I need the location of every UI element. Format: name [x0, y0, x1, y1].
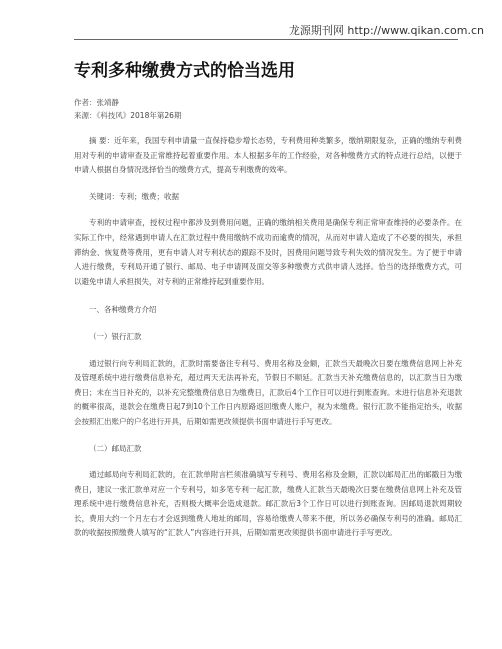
subsection-heading-post: （二）邮局汇款 [89, 443, 142, 453]
source-line: 来源：《科技风》2018年第26期 [74, 111, 182, 120]
header-divider [74, 39, 458, 40]
bank-transfer-paragraph: 通过银行向专利局汇款的，汇款时需要备注专利号、费用名称及金额，汇款当天最晚次日要在缴费信息网上补充及管理系统中进行缴费信息补充，超过两天无法再补充，节假日不顺延。汇款当天补充缴费信息的，以汇款当日为缴费日；未在当日补充的，以补充完整缴费信息日为缴费日，汇款后4个工作日可以进行到账查询。未进行信息补充退款的概率很高，退款会在缴费日起7到10个工作日内原路返回缴费人账户，视为未缴费。银行汇款不能指定抬头，收据会按照汇出账户的户名进行开具，后期如需更改须提供书面申请进行手写更改。 [74, 358, 462, 426]
post-transfer-paragraph: 通过邮局向专利局汇款的，在汇款单附言栏须准确填写专利号、费用名称及金额，汇款以邮局汇出的邮戳日为缴费日，建议一张汇款单对应一个专利号，如多笔专利一起汇款，缴费人汇款当天最晚次日要在缴费信息网上补充及管理系统中进行缴费信息补充，否则极大概率会造成退款。邮汇款后3个工作日可以进行到账查询。因邮局退款周期较长，费用大约一个月左右才会返到缴费人地址的邮局，容易给缴费人带来不便，所以务必确保专利号的准确。邮局汇款的收据按照缴费人填写的“汇款人”内容进行开具，后期如需更改须提供书面申请进行手写更改。 [74, 470, 462, 538]
author-line: 作者：张靖静 [74, 98, 119, 107]
abstract-paragraph: 摘 要：近年来，我国专利申请量一直保持稳步增长态势，专利费用种类繁多，缴纳期限复杂，正确的缴纳专利费用对专利的申请审查及正常维持起着重要作用。本人根据多年的工作经验，对各种缴费方式的特点进行总结，以便于申请人根据自身情况选择恰当的缴费方式，提高专利缴费的效率。 [74, 136, 462, 175]
site-header-text: 龙源期刊网 http://www.qikan.com.cn [288, 24, 484, 37]
keywords-line: 关键词：专利；缴费；收据 [89, 191, 179, 201]
article-body [74, 60, 462, 541]
subsection-heading-bank: （一）银行汇款 [89, 331, 142, 341]
section-heading: 一、各种缴费方介绍 [89, 305, 157, 315]
article-title: 专利多种缴费方式的恰当选用 [74, 61, 295, 81]
intro-paragraph: 专利的申请审查，授权过程中都涉及到费用问题，正确的缴纳相关费用是确保专利正常审查维持的必要条件。在实际工作中，经常遇到申请人在汇款过程中费用缴纳不成功而逾费的情况，从而对申请人造成了不必要的损失，承担滞纳金、恢复费等费用，更有申请人对专利状态的跟踪不及时，因费用问题导致专利失效的情况发生。为了便于申请人进行缴费，专利局开通了银行、邮局、电子申请网及面交等多种缴费方式供申请人选择。恰当的选择缴费方式，可以避免申请人承担损失，对专利的正常维持起到重要作用。 [74, 218, 462, 286]
